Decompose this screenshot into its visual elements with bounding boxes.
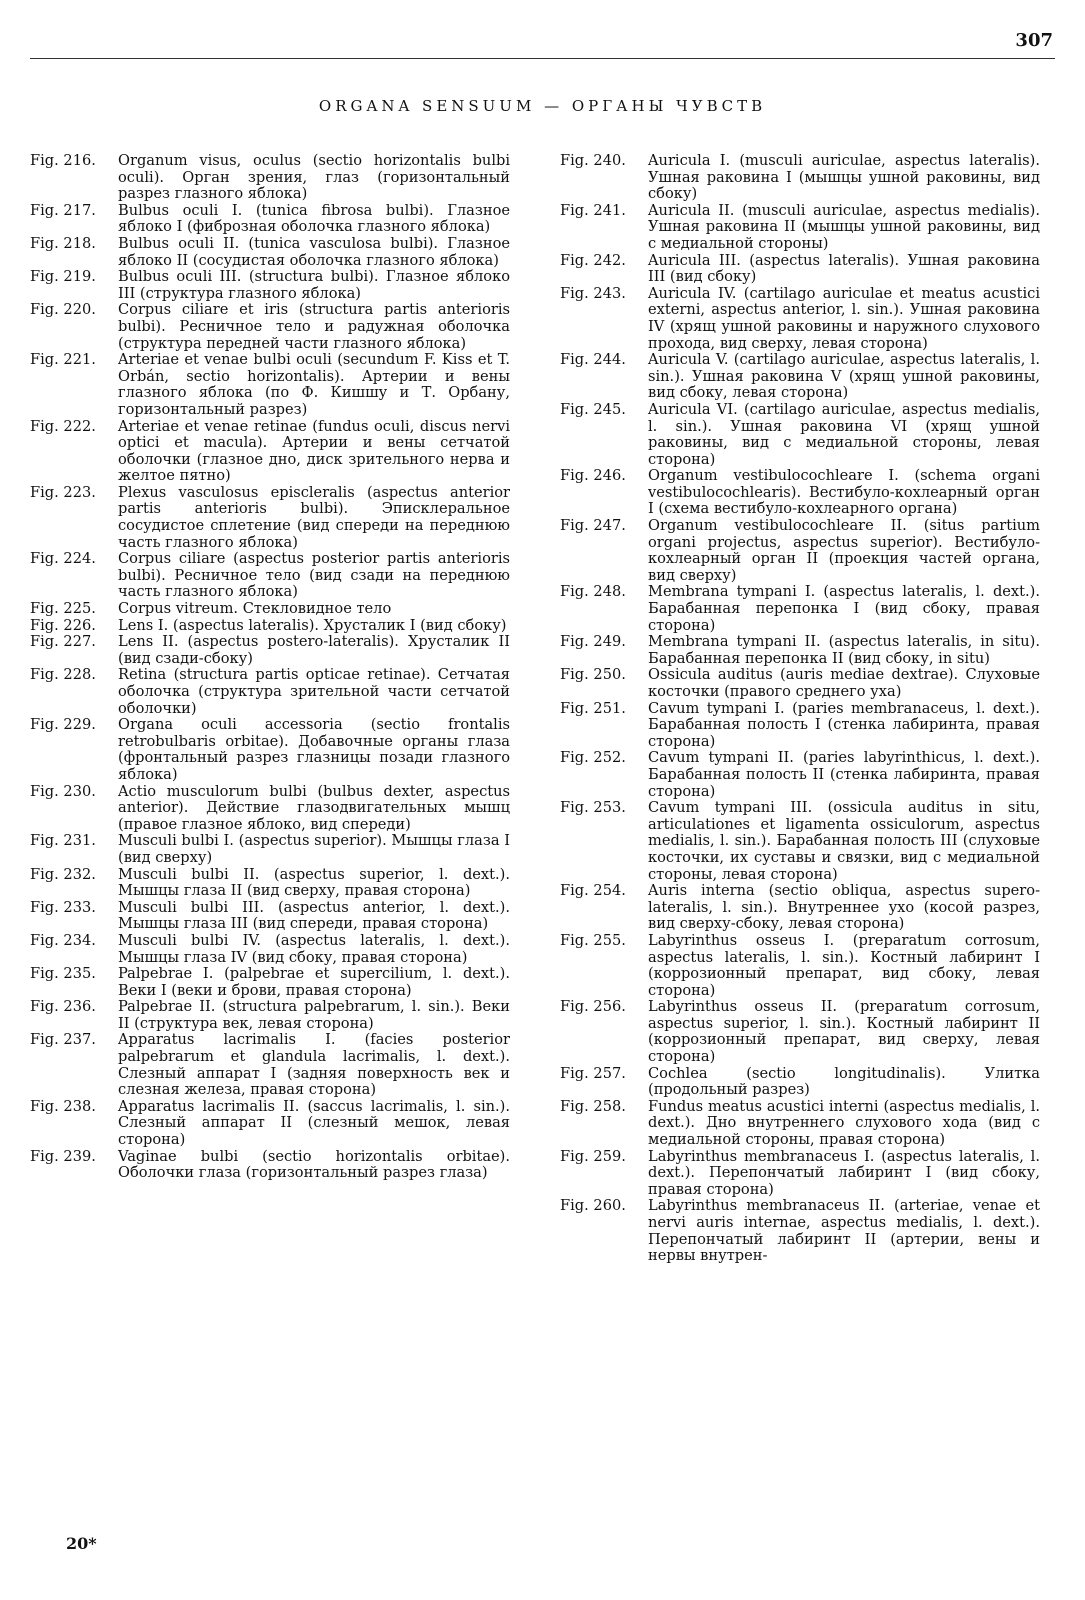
figure-number: Fig. 230. [30, 782, 96, 800]
figure-caption: Auricula II. (musculi auriculae, aspectus medialis). Ушная раковина II (мышцы ушной раковины, вид с медиальной стороны) [648, 201, 1040, 252]
figure-entry [30, 1149, 510, 1182]
figure-number: Fig. 255. [560, 931, 626, 949]
figure-entry [560, 253, 1040, 286]
figure-caption: Cochlea (sectio longitudinalis). Улитка (продольный разрез) [648, 1064, 1040, 1099]
left-column [30, 153, 510, 1182]
figure-entry [30, 933, 510, 966]
figure-caption: Corpus ciliare et iris (structura partis anterioris bulbi). Ресничное тело и радужная оболочка (структура передней части глазного яблока) [118, 301, 510, 352]
figure-number: Fig. 241. [560, 201, 626, 219]
figure-entry [560, 468, 1040, 518]
figure-entry [30, 618, 510, 635]
figure-entry [30, 153, 510, 203]
figure-caption: Auricula VI. (cartilago auriculae, aspectus medialis, l. sin.). Ушная раковина VI (хрящ ушной раковины, вид с медиальной стороны, левая сторона) [648, 400, 1040, 468]
figure-number: Fig. 220. [30, 301, 96, 319]
figure-caption: Plexus vasculosus episcleralis (aspectus anterior partis anterioris bulbi). Эписклеральное сосудистое сплетение (вид спереди на переднюю часть глазного яблока) [118, 483, 510, 551]
figure-number: Fig. 249. [560, 633, 626, 651]
figure-entry [30, 236, 510, 269]
figure-caption: Lens II. (aspectus postero-lateralis). Хрусталик II (вид сзади-сбоку) [118, 633, 510, 667]
figure-caption: Cavum tympani III. (ossicula auditus in situ, articulationes et ligamenta ossiculorum, aspectus medialis, l. sin.). Барабанная полость III (слуховые косточки, их суставы и связки, вид с медиальной стороны, левая сторона) [648, 799, 1040, 883]
figure-number: Fig. 225. [30, 600, 96, 618]
running-head: ORGANA SENSUUM — ОРГАНЫ ЧУВСТВ [318, 97, 767, 115]
figure-number: Fig. 226. [30, 616, 96, 634]
figure-entry [30, 867, 510, 900]
figure-number: Fig. 250. [560, 666, 626, 684]
figure-number: Fig. 239. [30, 1147, 96, 1165]
figure-caption: Apparatus lacrimalis I. (facies posterior palpebrarum et glandula lacrimalis, l. dext.). Слезный аппарат I (задняя поверхность век и слезная железа, правая сторона) [118, 1031, 510, 1099]
figure-number: Fig. 222. [30, 417, 96, 435]
figure-caption: Organa oculi accessoria (sectio frontalis retrobulbaris orbitae). Добавочные органы глаза (фронтальный разрез глазницы позади глазного яблока) [118, 716, 510, 783]
figure-caption: Palpebrae II. (structura palpebrarum, l. sin.). Веки II (структура век, левая сторона) [118, 998, 510, 1032]
figure-entry [30, 302, 510, 352]
figure-number: Fig. 258. [560, 1097, 626, 1115]
figure-number: Fig. 228. [30, 666, 96, 684]
figure-caption: Palpebrae I. (palpebrae et supercilium, l. dext.). Веки I (веки и брови, правая сторона) [118, 965, 510, 999]
figure-caption: Labyrinthus membranaceus II. (arteriae, venae et nervi auris internae, aspectus medialis, l. dext.). Перепончатый лабиринт II (артерии, вены и нервы внутрен- [648, 1197, 1040, 1265]
figure-caption: Cavum tympani II. (paries labyrinthicus, l. dext.). Барабанная полость II (стенка лабиринта, правая сторона) [648, 749, 1040, 800]
figure-entry [30, 1099, 510, 1149]
figure-entry [560, 402, 1040, 468]
figure-number: Fig. 248. [560, 583, 626, 601]
figure-entry [30, 833, 510, 866]
figure-caption: Ossicula auditus (auris mediae dextrae). Слуховые косточки (правого среднего уха) [648, 666, 1040, 700]
figure-caption: Organum visus, oculus (sectio horizontalis bulbi oculi). Орган зрения, глаз (горизонтальный разрез глазного яблока) [118, 152, 510, 203]
figure-entry [30, 485, 510, 551]
figure-number: Fig. 244. [560, 351, 626, 369]
figure-number: Fig. 221. [30, 351, 96, 369]
figure-entry [560, 1149, 1040, 1199]
figure-number: Fig. 227. [30, 633, 96, 651]
figure-entry [560, 518, 1040, 584]
figure-entry [560, 883, 1040, 933]
figure-entry [560, 800, 1040, 883]
figure-caption: Bulbus oculi III. (structura bulbi). Глазное яблоко III (структура глазного яблока) [118, 268, 510, 302]
figure-caption: Auricula V. (cartilago auriculae, aspectus lateralis, l. sin.). Ушная раковина V (хрящ ушной раковины, вид сбоку, левая сторона) [648, 351, 1040, 402]
figure-caption: Musculi bulbi II. (aspectus superior, l. dext.). Мышцы глаза II (вид сверху, правая сторона) [118, 865, 510, 900]
figure-caption: Labyrinthus osseus I. (preparatum corrosum, aspectus lateralis, l. sin.). Костный лабиринт I (коррозионный препарат, вид сбоку, левая сторона) [648, 931, 1040, 999]
figure-caption: Labyrinthus osseus II. (preparatum corrosum, aspectus superior, l. sin.). Костный лабиринт II (коррозионный препарат, вид сверху, левая сторона) [648, 998, 1040, 1066]
figure-number: Fig. 233. [30, 898, 96, 916]
figure-entry [30, 269, 510, 302]
figure-number: Fig. 242. [560, 251, 626, 269]
figure-entry [30, 601, 510, 618]
figure-entry [560, 203, 1040, 253]
figure-caption: Bulbus oculi I. (tunica fibrosa bulbi). Глазное яблоко I (фиброзная оболочка глазного яблока) [118, 201, 510, 236]
figure-caption: Apparatus lacrimalis II. (saccus lacrimalis, l. sin.). Слезный аппарат II (слезный мешок, левая сторона) [118, 1097, 510, 1149]
figure-number: Fig. 218. [30, 234, 96, 252]
figure-caption: Membrana tympani II. (aspectus lateralis, in situ). Барабанная перепонка II (вид сбоку, in situ) [648, 633, 1040, 667]
figure-entry [30, 784, 510, 834]
figure-entry [30, 634, 510, 667]
figure-entry [560, 634, 1040, 667]
header-rule [30, 58, 1055, 59]
figure-entry [560, 286, 1040, 352]
figure-number: Fig. 245. [560, 400, 626, 418]
figure-number: Fig. 254. [560, 882, 626, 900]
figure-number: Fig. 253. [560, 799, 626, 817]
figure-entry [30, 419, 510, 485]
signature-mark: 20* [66, 1534, 97, 1553]
figure-number: Fig. 259. [560, 1147, 626, 1165]
figure-caption: Bulbus oculi II. (tunica vasculosa bulbi). Глазное яблоко II (сосудистая оболочка глазного яблока) [118, 234, 510, 269]
figure-entry [560, 750, 1040, 800]
figure-entry [30, 966, 510, 999]
figure-caption: Lens I. (aspectus lateralis). Хрусталик I (вид сбоку) [118, 616, 507, 634]
figure-entry [560, 153, 1040, 203]
figure-number: Fig. 234. [30, 931, 96, 949]
figure-caption: Musculi bulbi IV. (aspectus lateralis, l. dext.). Мышцы глаза IV (вид сбоку, правая сторона) [118, 931, 510, 966]
figure-caption: Auricula III. (aspectus lateralis). Ушная раковина III (вид сбоку) [648, 251, 1040, 286]
page-number: 307 [1015, 30, 1053, 51]
figure-number: Fig. 251. [560, 699, 626, 717]
figure-number: Fig. 246. [560, 467, 626, 485]
figure-caption: Membrana tympani I. (aspectus lateralis, l. dext.). Барабанная перепонка I (вид сбоку, правая сторона) [648, 583, 1040, 634]
figure-entry [560, 1099, 1040, 1149]
figure-number: Fig. 257. [560, 1064, 626, 1082]
figure-caption: Cavum tympani I. (paries membranaceus, l. dext.). Барабанная полость I (стенка лабиринта, правая сторона) [648, 699, 1040, 750]
figure-caption: Arteriae et venae bulbi oculi (secundum F. Kiss et T. Orbán, sectio horizontalis). Артерии и вены глазного яблока (по Ф. Кишшу и Т. Орбану, горизонтальный разрез) [118, 351, 510, 418]
figure-caption: Musculi bulbi I. (aspectus superior). Мышцы глаза I (вид сверху) [118, 832, 510, 866]
figure-number: Fig. 232. [30, 865, 96, 883]
figure-entry [30, 900, 510, 933]
figure-entry [30, 717, 510, 783]
figure-number: Fig. 247. [560, 517, 626, 535]
figure-caption: Organum vestibulocochleare II. (situs partium organi projectus, aspectus superior). Вестибуло-кохлеарный орган II (проекция частей органа, вид сверху) [648, 517, 1040, 584]
figure-number: Fig. 252. [560, 749, 626, 767]
figure-caption: Corpus ciliare (aspectus posterior partis anterioris bulbi). Ресничное тело (вид сзади на переднюю часть глазного яблока) [118, 550, 510, 601]
figure-number: Fig. 240. [560, 152, 626, 169]
figure-number: Fig. 238. [30, 1097, 96, 1115]
figure-number: Fig. 223. [30, 483, 96, 501]
figure-entry [560, 352, 1040, 402]
figure-number: Fig. 231. [30, 832, 96, 850]
figure-caption: Musculi bulbi III. (aspectus anterior, l. dext.). Мышцы глаза III (вид спереди, правая сторона) [118, 898, 510, 933]
figure-entry [560, 1066, 1040, 1099]
figure-entry [30, 1032, 510, 1098]
figure-caption: Auricula I. (musculi auriculae, aspectus lateralis). Ушная раковина I (мышцы ушной раковины, вид сбоку) [648, 152, 1040, 203]
figure-number: Fig. 217. [30, 201, 96, 219]
figure-caption: Vaginae bulbi (sectio horizontalis orbitae). Оболочки глаза (горизонтальный разрез глаза) [118, 1147, 510, 1182]
figure-entry [560, 667, 1040, 700]
figure-entry [30, 551, 510, 601]
figure-caption: Labyrinthus membranaceus I. (aspectus lateralis, l. dext.). Перепончатый лабиринт I (вид сбоку, правая сторона) [648, 1147, 1040, 1198]
figure-entry [30, 999, 510, 1032]
figure-entry [560, 933, 1040, 999]
figure-number: Fig. 224. [30, 550, 96, 568]
figure-caption: Organum vestibulocochleare I. (schema organi vestibulocochlearis). Вестибуло-кохлеарный орган I (схема вестибуло-кохлеарного органа) [648, 467, 1040, 518]
right-column [560, 153, 1040, 1265]
figure-caption: Fundus meatus acustici interni (aspectus medialis, l. dext.). Дно внутреннего слухового хода (вид с медиальной стороны, правая сторона) [648, 1097, 1040, 1149]
figure-entry [560, 999, 1040, 1065]
figure-number: Fig. 260. [560, 1197, 626, 1215]
figure-entry [30, 667, 510, 717]
figure-caption: Auris interna (sectio obliqua, aspectus supero-lateralis, l. sin.). Внутреннее ухо (косой разрез, вид сверху-сбоку, левая сторона) [648, 882, 1040, 933]
figure-entry [560, 1198, 1040, 1264]
figure-entry [560, 701, 1040, 751]
figure-number: Fig. 219. [30, 268, 96, 286]
figure-caption: Retina (structura partis opticae retinae). Сетчатая оболочка (структура зрительной части сетчатой оболочки) [118, 666, 510, 717]
figure-number: Fig. 216. [30, 152, 96, 169]
figure-caption: Auricula IV. (cartilago auriculae et meatus acustici externi, aspectus anterior, l. sin.). Ушная раковина IV (хрящ ушной раковины и наружного слухового прохода, вид сверху, левая сторона) [648, 284, 1040, 352]
figure-caption: Corpus vitreum. Стекловидное тело [118, 600, 392, 618]
figure-entry [30, 203, 510, 236]
figure-caption: Arteriae et venae retinae (fundus oculi, discus nervi optici et macula). Артерии и вены сетчатой оболочки (глазное дно, диск зрительного нерва и желтое пятно) [118, 417, 510, 485]
figure-number: Fig. 236. [30, 998, 96, 1016]
figure-number: Fig. 243. [560, 284, 626, 302]
figure-number: Fig. 229. [30, 716, 96, 734]
figure-entry [560, 584, 1040, 634]
figure-number: Fig. 235. [30, 965, 96, 983]
figure-number: Fig. 256. [560, 998, 626, 1016]
figure-caption: Actio musculorum bulbi (bulbus dexter, aspectus anterior). Действие глазодвигательных мышц (правое глазное яблоко, вид спереди) [118, 782, 510, 833]
figure-number: Fig. 237. [30, 1031, 96, 1049]
figure-entry [30, 352, 510, 418]
